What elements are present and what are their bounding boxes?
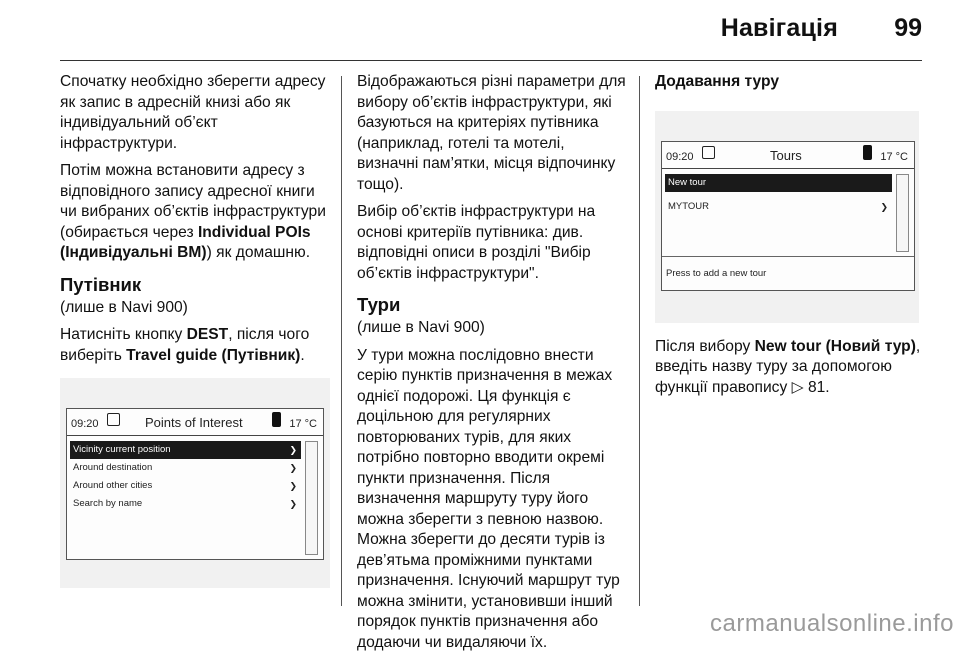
text: . xyxy=(300,346,305,364)
screen-status-bar xyxy=(662,142,914,169)
column-1 xyxy=(60,72,330,588)
text: Натисніть кнопку xyxy=(60,326,187,343)
paragraph xyxy=(655,337,927,399)
menu-item-search-by-name[interactable] xyxy=(70,495,301,513)
header-divider xyxy=(60,60,922,61)
clock-time: 09:20 xyxy=(71,418,99,430)
paragraph: У тури можна послідовно внести серію пунктів призначення в межах однієї подорожі. Ця функція є доцільною для регулярних повторюваних турів, для яких потрібно повторно вводити окремі пункти призначення. Після визначення маршруту туру його можна зберегти з певною назвою. Можна зберегти до десяти турів із дев’ятьма проміжними пунктами призначення. Існуючий маршрут тур можна змінити, установивши інший порядок пунктів призначення або додаючи чи видаляючи їх. xyxy=(357,346,620,651)
figure-tours-screen xyxy=(655,111,919,323)
column-2 xyxy=(357,72,629,660)
temperature: 17 °C xyxy=(289,418,317,430)
chevron-right-icon: ❯ xyxy=(880,201,888,212)
tours-screen xyxy=(661,141,915,291)
poi-screen xyxy=(66,408,324,560)
thermometer-icon xyxy=(272,412,281,427)
text: Після вибору xyxy=(655,337,755,355)
clock-icon xyxy=(702,146,715,159)
thermometer-icon xyxy=(863,145,872,160)
text: ) як домашню. xyxy=(206,244,311,261)
page-header-title: Навігація xyxy=(720,14,838,42)
paragraph: Вибір об’єктів інфраструктури на основі критеріїв путівника: див. відповідні описи в розділі "Вибір об’єктів інфраструктури". xyxy=(357,203,596,282)
temperature: 17 °C xyxy=(880,150,908,163)
model-note: (лише в Navi 900) xyxy=(357,319,485,336)
menu-item-around-destination[interactable] xyxy=(70,459,301,477)
section-heading-travel-guide: Путівник xyxy=(60,273,142,295)
column-divider xyxy=(341,76,342,606)
text: , введіть назву туру за допомогою функції правопису xyxy=(655,337,921,396)
menu-item-mytour[interactable] xyxy=(665,198,892,216)
scrollbar[interactable] xyxy=(896,174,909,252)
footer-divider xyxy=(662,256,914,257)
paragraph: Відображаються різні параметри для вибору об’єктів інфраструктури, які базуються на критеріях путівника (наприклад, готелі та мотелі, визначні пам’ятки, місця відпочинку тощо). xyxy=(357,73,626,193)
screen-title: Points of Interest xyxy=(145,415,243,430)
paragraph xyxy=(60,325,330,366)
figure-poi-screen xyxy=(60,378,330,588)
page-reference-icon: ▷ xyxy=(791,378,808,396)
chevron-right-icon: ❯ xyxy=(289,499,297,509)
column-3 xyxy=(655,72,927,405)
paragraph: Спочатку необхідно зберегти адресу як запис в адресній книзі або як індивідуальний об’єкт інфраструктури. xyxy=(60,73,326,152)
section-heading-tours: Тури xyxy=(357,294,401,315)
text: . xyxy=(825,378,830,396)
text: Потім можна встановити адресу з відповідного запису адресної книги чи вибраних об’єктів інфраструктури (обирається через xyxy=(60,162,326,241)
chevron-right-icon: ❯ xyxy=(289,445,297,455)
page-reference[interactable]: 81 xyxy=(807,378,826,396)
menu-item-label: New tour xyxy=(668,176,707,188)
menu-item-new-tour[interactable] xyxy=(665,174,892,192)
page-number: 99 xyxy=(894,14,922,42)
paragraph xyxy=(60,161,330,264)
screen-title: Tours xyxy=(770,147,802,163)
column-divider xyxy=(639,76,640,606)
screen-status-bar xyxy=(67,409,323,436)
scrollbar[interactable] xyxy=(305,441,318,555)
poi-menu-list xyxy=(70,441,301,513)
clock-time: 09:20 xyxy=(666,150,694,163)
clock-icon xyxy=(107,413,120,426)
tours-menu-list xyxy=(665,174,892,216)
menu-item-around-other-cities[interactable] xyxy=(70,477,301,495)
watermark: carmanualsonline.info xyxy=(710,610,954,637)
menu-item-label: Search by name xyxy=(73,498,143,509)
menu-item-vicinity[interactable] xyxy=(70,441,301,459)
chevron-right-icon: ❯ xyxy=(289,481,297,491)
menu-term: Travel guide (Путівник) xyxy=(126,346,301,364)
menu-item-label: Vicinity current position xyxy=(73,444,171,455)
menu-term: New tour (Новий тур) xyxy=(754,337,916,355)
text: , після чого виберіть xyxy=(60,326,310,364)
model-note: (лише в Navi 900) xyxy=(60,298,188,316)
button-term: DEST xyxy=(186,326,229,343)
hint-text: Press to add a new tour xyxy=(666,267,767,279)
menu-item-label: Around other cities xyxy=(73,480,153,491)
subsection-heading-add-tour: Додавання туру xyxy=(655,73,779,90)
menu-item-label: Around destination xyxy=(73,462,153,473)
menu-item-label: MYTOUR xyxy=(668,200,709,212)
chevron-right-icon: ❯ xyxy=(289,463,297,473)
menu-term: Individual POIs (Індивідуальні ВМ) xyxy=(60,223,311,261)
